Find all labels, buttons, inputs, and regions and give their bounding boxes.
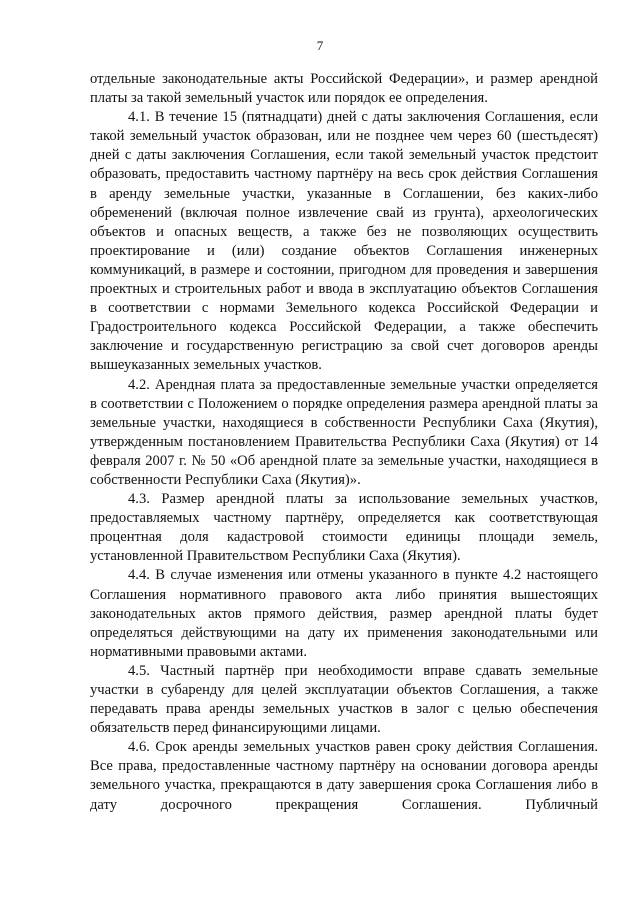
document-body: [90, 70, 598, 815]
paragraph: 4.6. Срок аренды земельных участков равен сроку действия Соглашения. Все права, предоставленные частному партнёру на основании договора аренды земельного участка, прекращаются в дату завершения срока Соглашения либо в дату досрочного прекращения Соглашения. Публичный: [90, 739, 598, 813]
paragraph: 4.5. Частный партнёр при необходимости вправе сдавать земельные участки в субаренду для целей эксплуатации объектов Соглашения, а также передавать права аренды земельных участков в залог с целью обеспечения обязательств перед финансирующими лицами.: [90, 662, 598, 737]
page-number: 7: [316, 38, 324, 53]
paragraph: 4.4. В случае изменения или отмены указанного в пункте 4.2 настоящего Соглашения нормативного правового акта либо принятия вышестоящих законодательных актов прямого действия, размер арендной платы будет определяться действующими на дату их применения законодательными или нормативными правовыми актами.: [90, 567, 598, 660]
paragraph: отдельные законодательные акты Российской Федерации», и размер арендной платы за такой земельный участок или порядок ее определения.: [90, 71, 598, 107]
paragraph: 4.2. Арендная плата за предоставленные земельные участки определяется в соответствии с Положением о порядке определения размера арендной платы за земельные участки, находящиеся в собственности Республики Саха (Якутия), утвержденным постановлением Правительства Республики Саха (Якутия) от 14 февраля 2007 г. № 50 «Об арендной плате за земельные участки, находящиеся в собственности Республики Саха (Якутия)».: [90, 376, 598, 488]
paragraph: 4.1. В течение 15 (пятнадцати) дней с даты заключения Соглашения, если такой земельный участок образован, или не позднее чем через 60 (шестьдесят) дней с даты заключения Соглашения, если такой земельный участок предстоит образовать, предоставить частному партнёру на весь срок действия Соглашения в аренду земельные участки, указанные в Соглашении, без каких-либо обременений (включая полное извлечение свай из грунта), археологических объектов и опасных веществ, а также без не позволяющих осуществить проектирование и (или) создание объектов Соглашения инженерных коммуникаций, в размере и состоянии, пригодном для проведения и завершения проектных и строительных работ и ввода в эксплуатацию объектов Соглашения в соответствии с нормами Земельного кодекса Российской Федерации и Градостроительного кодекса Российской Федерации, а также обеспечить заключение и государственную регистрацию за свой счет договоров аренды вышеуказанных земельных участков.: [90, 109, 598, 374]
paragraph: 4.3. Размер арендной платы за использование земельных участков, предоставляемых частному партнёру, определяется как соответствующая процентная доля кадастровой стоимости единицы площади земель, установленной Правительством Республики Саха (Якутия).: [90, 491, 598, 565]
